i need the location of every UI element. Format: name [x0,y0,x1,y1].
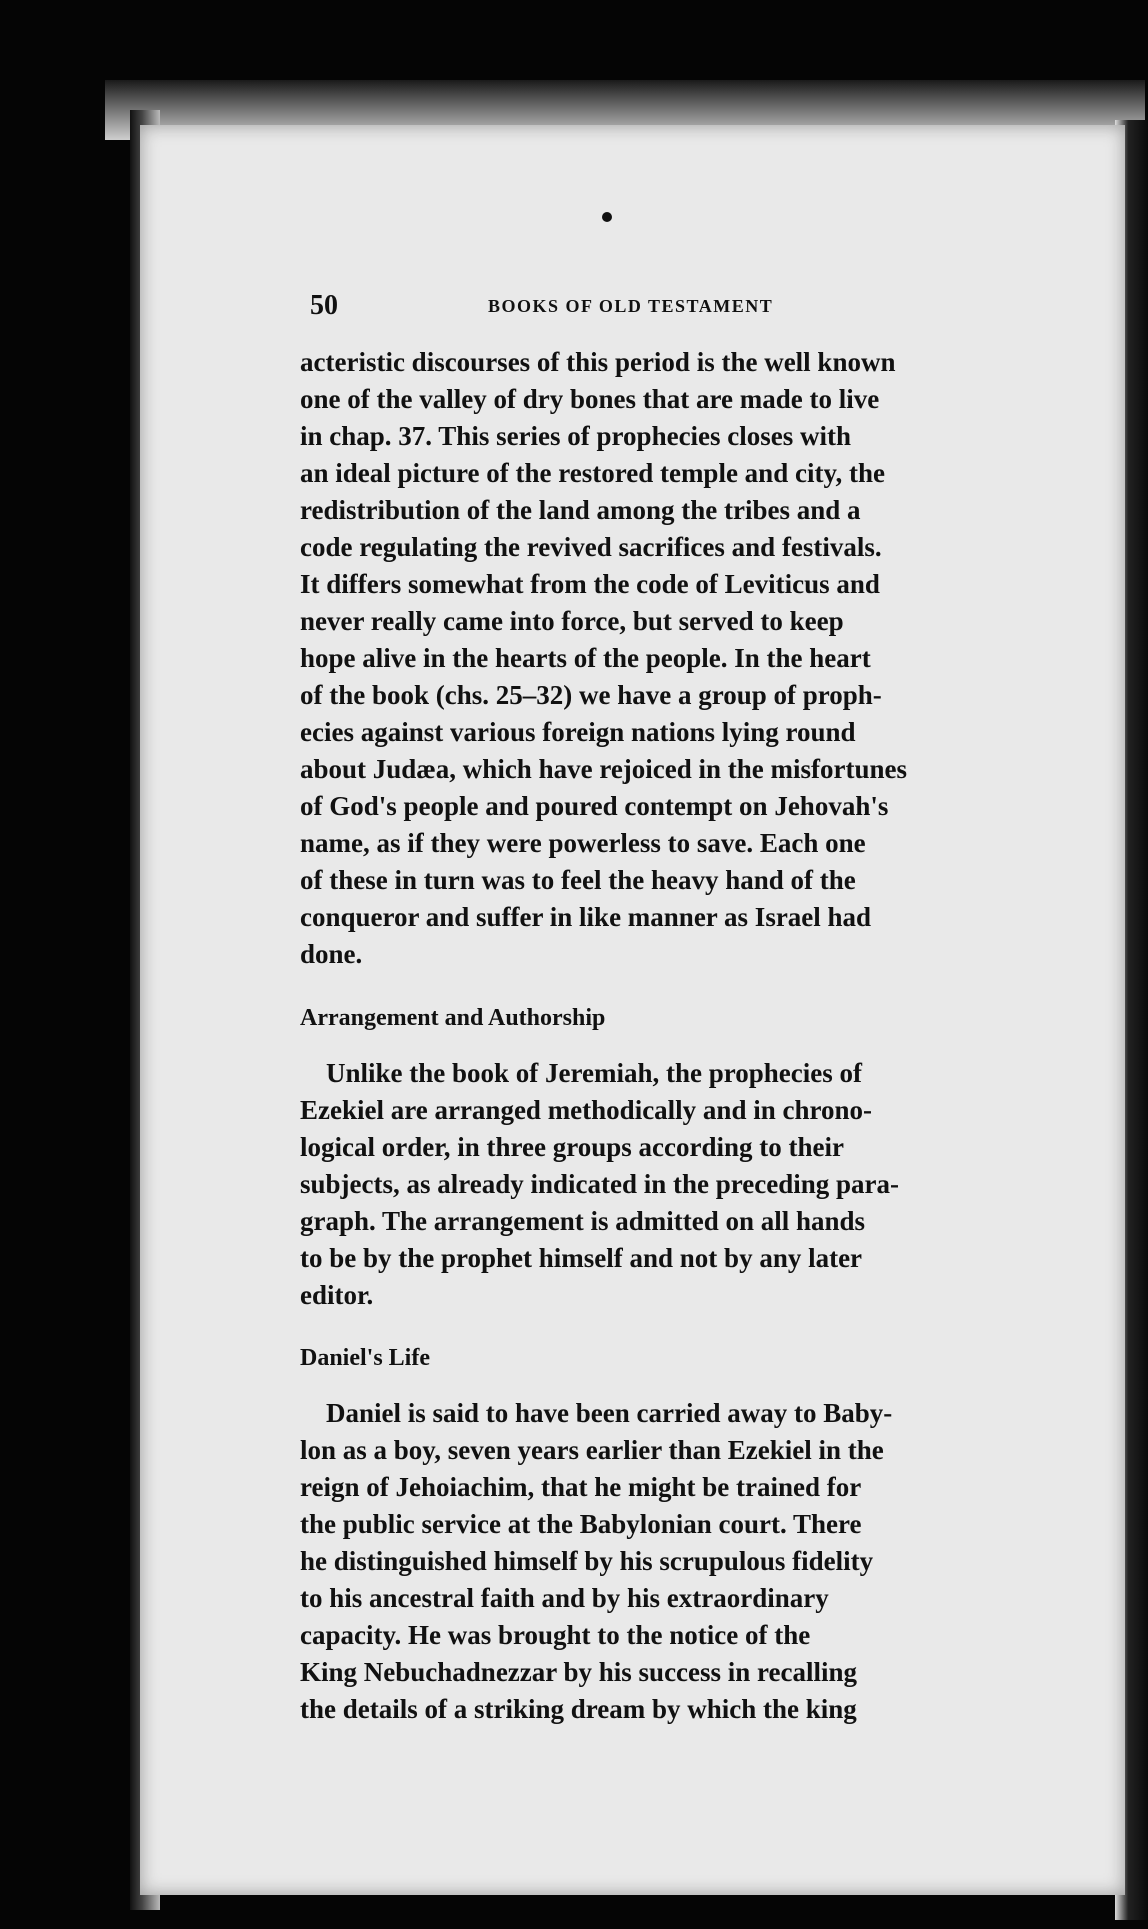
text-line: King Nebuchadnezzar by his success in recalling [300,1657,858,1687]
text-line: of these in turn was to feel the heavy hand of the [300,865,856,895]
text-line: of God's people and poured contempt on Jehovah's [300,791,889,821]
text-line: to be by the prophet himself and not by any later [300,1243,863,1273]
text-line: name, as if they were powerless to save. Each one [300,828,866,858]
text-line: he distinguished himself by his scrupulous fidelity [300,1546,874,1576]
text-line: conqueror and suffer in like manner as Israel had [300,902,872,932]
text-line: Ezekiel are arranged methodically and in chrono- [300,1095,872,1125]
text-line: the public service at the Babylonian court. There [300,1509,862,1539]
page-number: 50 [310,290,338,321]
running-head: BOOKS OF OLD TESTAMENT [488,296,774,316]
text-line: lon as a boy, seven years earlier than Ezekiel in the [300,1435,884,1465]
text-line: acteristic discourses of this period is the well known [300,347,896,377]
text-line: in chap. 37. This series of prophecies closes with [300,421,852,451]
text-line: reign of Jehoiachim, that he might be trained for [300,1472,862,1502]
text-line: code regulating the revived sacrifices and festivals. [300,532,882,562]
text-line: about Judæa, which have rejoiced in the misfortunes [300,754,908,784]
text-line: Unlike the book of Jeremiah, the prophecies of [326,1058,862,1088]
text-line: redistribution of the land among the tribes and a [300,495,861,525]
daniel-paragraph [300,1395,1020,1728]
text-line: of the book (chs. 25–32) we have a group of proph- [300,680,882,710]
text-line: It differs somewhat from the code of Leviticus and [300,569,880,599]
text-line: graph. The arrangement is admitted on all hands [300,1206,866,1236]
section-heading-daniel: Daniel's Life [300,1345,430,1371]
text-line: the details of a striking dream by which the king [300,1694,857,1724]
intro-paragraph [300,344,1020,973]
text-line: Daniel is said to have been carried away to Baby- [326,1398,893,1428]
text-line: capacity. He was brought to the notice of the [300,1620,811,1650]
text-line: logical order, in three groups according to their [300,1132,844,1162]
arrangement-paragraph [300,1055,1020,1314]
text-line: never really came into force, but served to keep [300,606,844,636]
text-line: editor. [300,1280,374,1310]
text-line: ecies against various foreign nations lying round [300,717,856,747]
text-line: to his ancestral faith and by his extraordinary [300,1583,829,1613]
section-heading-arrangement: Arrangement and Authorship [300,1005,606,1031]
ink-spot [602,212,612,222]
text-line: done. [300,939,363,969]
text-line: hope alive in the hearts of the people. In the heart [300,643,871,673]
page-header [310,290,1030,330]
text-line: an ideal picture of the restored temple and city, the [300,458,885,488]
text-line: one of the valley of dry bones that are made to live [300,384,880,414]
text-line: subjects, as already indicated in the preceding para- [300,1169,900,1199]
